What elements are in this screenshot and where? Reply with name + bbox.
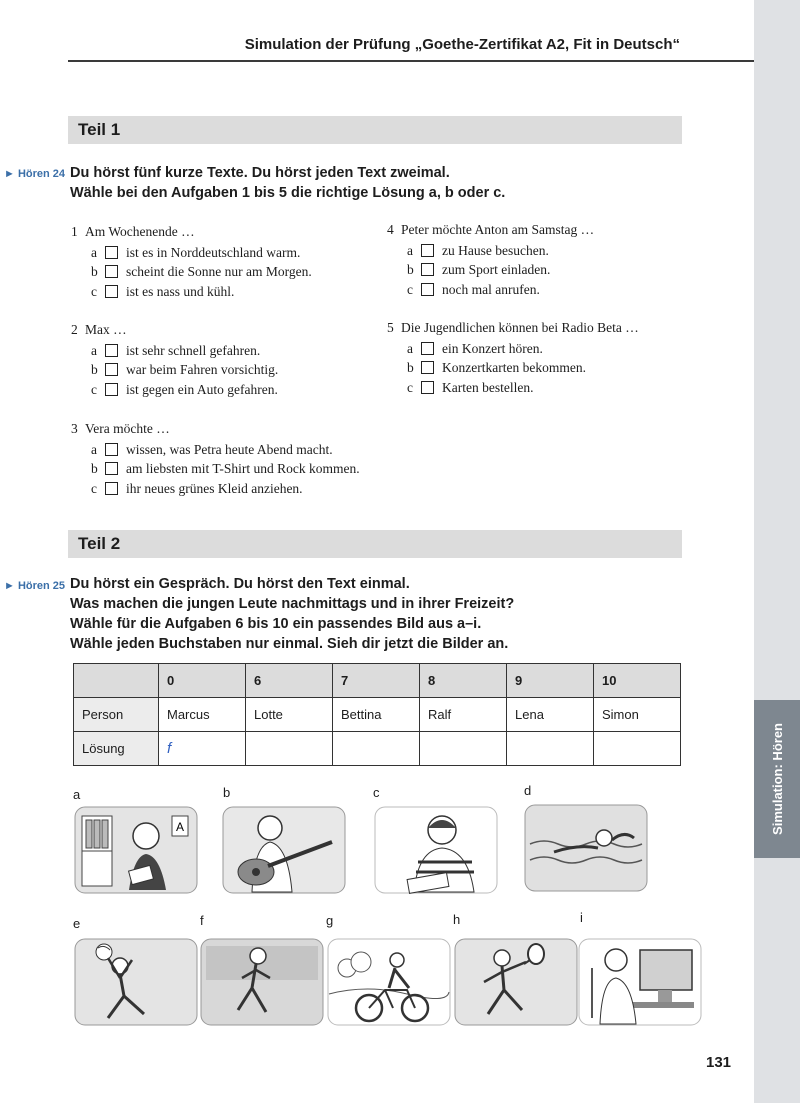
option-letter: b [407,262,414,277]
option-text: ist es in Norddeutschland warm. [126,244,301,260]
boy-writing-icon [374,806,498,894]
picture-letter: a [73,787,81,802]
person-cell: Ralf [420,698,507,732]
option-text: wissen, was Petra heute Abend macht. [126,441,333,457]
option-text: am liebsten mit T-Shirt und Rock kommen. [126,461,360,476]
picture-letter: e [73,916,81,931]
option-text: scheint die Sonne nur am Morgen. [126,264,312,279]
instruction-line: Wähle bei den Aufgaben 1 bis 5 die richtige Lösung a, b oder c. [70,185,506,201]
option-letter: a [91,342,97,358]
teil2-heading-bar [68,530,682,558]
picture-letter: b [223,785,231,800]
option-text: ein Konzert hören. [442,340,543,356]
checkbox[interactable] [421,342,434,355]
checkbox[interactable] [105,285,118,298]
checkbox[interactable] [421,244,434,257]
question-number: 2 [71,322,78,337]
picture-letter: f [200,913,204,928]
table-row [74,698,681,732]
answer-cell[interactable] [594,732,681,766]
instruction-line: Wähle jeden Buchstaben nur einmal. Sieh dir jetzt die Bilder an. [70,636,509,652]
checkbox[interactable] [105,246,118,259]
teil1-track-label: ► Hören 24 [4,168,66,180]
checkbox[interactable] [105,383,118,396]
teil2-instructions [70,574,514,654]
question-stem: Peter möchte Anton am Samstag … [401,222,595,237]
option-letter: c [91,381,97,397]
teil1-heading-bar [68,116,682,144]
option-text: zu Hause besuchen. [442,242,549,258]
checkbox[interactable] [421,381,434,394]
question-number: 5 [387,320,394,335]
solution-table [73,663,681,766]
volleyball-player-icon [74,938,198,1026]
teil1-instructions [70,163,505,203]
table-row [74,732,681,766]
person-cell: Bettina [333,698,420,732]
option-letter: b [407,360,414,375]
page-header-title: Simulation der Prüfung „Goethe-Zertifikat A2, Fit in Deutsch“ [244,36,680,53]
picture-letter: h [453,912,461,927]
answer-cell[interactable] [246,732,333,766]
question-number: 1 [71,224,78,239]
picture-letter: i [580,910,583,925]
option-letter: b [91,362,98,377]
loesung-row-label: Lösung [74,732,159,766]
page-number: 131 [706,1054,732,1071]
table-header-cell: 9 [507,664,594,698]
side-tab-label: Simulation: Hören [769,723,785,835]
checkbox[interactable] [421,361,434,374]
table-header-cell: 8 [420,664,507,698]
checkbox[interactable] [105,363,118,376]
option-text: ist es nass und kühl. [126,283,235,299]
question-1 [71,222,312,301]
teil1-title: Teil 1 [78,120,121,139]
table-header-cell: 7 [333,664,420,698]
checkbox[interactable] [105,265,118,278]
checkbox[interactable] [105,482,118,495]
table-header-cell: 0 [159,664,246,698]
picture-letter: g [326,913,334,928]
option-letter: c [407,379,413,395]
teil2-track-label: ► Hören 25 [4,580,66,592]
question-number: 4 [387,222,394,237]
checkbox[interactable] [105,443,118,456]
answer-cell[interactable] [507,732,594,766]
person-row-label: Person [74,698,159,732]
question-stem: Die Jugendlichen können bei Radio Beta … [401,320,639,335]
cyclist-icon [327,938,451,1026]
runner-icon [200,938,324,1026]
option-letter: c [407,281,413,297]
option-letter: b [91,264,98,279]
option-text: noch mal anrufen. [442,281,540,297]
option-letter: b [91,461,98,476]
option-text: war beim Fahren vorsichtig. [126,362,279,377]
option-text: ist gegen ein Auto gefahren. [126,381,278,397]
instruction-line: Du hörst fünf kurze Texte. Du hörst jeden Text zweimal. [70,165,450,181]
teil2-title: Teil 2 [78,534,121,553]
answer-cell[interactable] [420,732,507,766]
student-reading-icon [74,806,198,894]
option-text: Konzertkarten bekommen. [442,360,586,375]
side-tab [754,700,800,858]
instruction-line: Was machen die jungen Leute nachmittags und in ihrer Freizeit? [70,596,515,612]
svg-text:A: A [176,820,185,834]
table-header-cell [74,664,159,698]
person-cell: Marcus [159,698,246,732]
option-letter: a [91,244,97,260]
question-4 [387,220,594,299]
table-header-cell: 6 [246,664,333,698]
swimmer-icon [524,804,648,892]
side-strip [754,0,800,1103]
question-number: 3 [71,421,78,436]
question-2 [71,320,278,399]
question-5 [387,318,639,397]
header-rule [68,60,754,62]
instruction-line: Du hörst ein Gespräch. Du hörst den Text einmal. [70,576,410,592]
picture-letter: d [524,783,532,798]
option-letter: a [407,340,413,356]
answer-cell[interactable] [333,732,420,766]
checkbox[interactable] [421,283,434,296]
option-text: zum Sport einladen. [442,262,551,277]
checkbox[interactable] [105,462,118,475]
guitar-player-icon [222,806,346,894]
instruction-line: Wähle für die Aufgaben 6 bis 10 ein passendes Bild aus a–i. [70,616,482,632]
table-header-cell: 10 [594,664,681,698]
question-stem: Am Wochenende … [85,224,195,239]
option-letter: c [91,480,97,496]
tennis-player-icon [454,938,578,1026]
option-text: Karten bestellen. [442,379,534,395]
checkbox[interactable] [421,263,434,276]
question-stem: Vera möchte … [85,421,170,436]
question-stem: Max … [85,322,127,337]
person-cell: Lena [507,698,594,732]
checkbox[interactable] [105,344,118,357]
option-text: ist sehr schnell gefahren. [126,342,261,358]
option-letter: c [91,283,97,299]
table-header-row [74,664,681,698]
computer-user-icon [578,938,702,1026]
picture-letter: c [373,785,380,800]
person-cell: Lotte [246,698,333,732]
person-cell: Simon [594,698,681,732]
question-3 [71,419,360,498]
option-letter: a [91,441,97,457]
answer-cell[interactable]: f [159,732,246,766]
option-letter: a [407,242,413,258]
option-text: ihr neues grünes Kleid anziehen. [126,480,303,496]
